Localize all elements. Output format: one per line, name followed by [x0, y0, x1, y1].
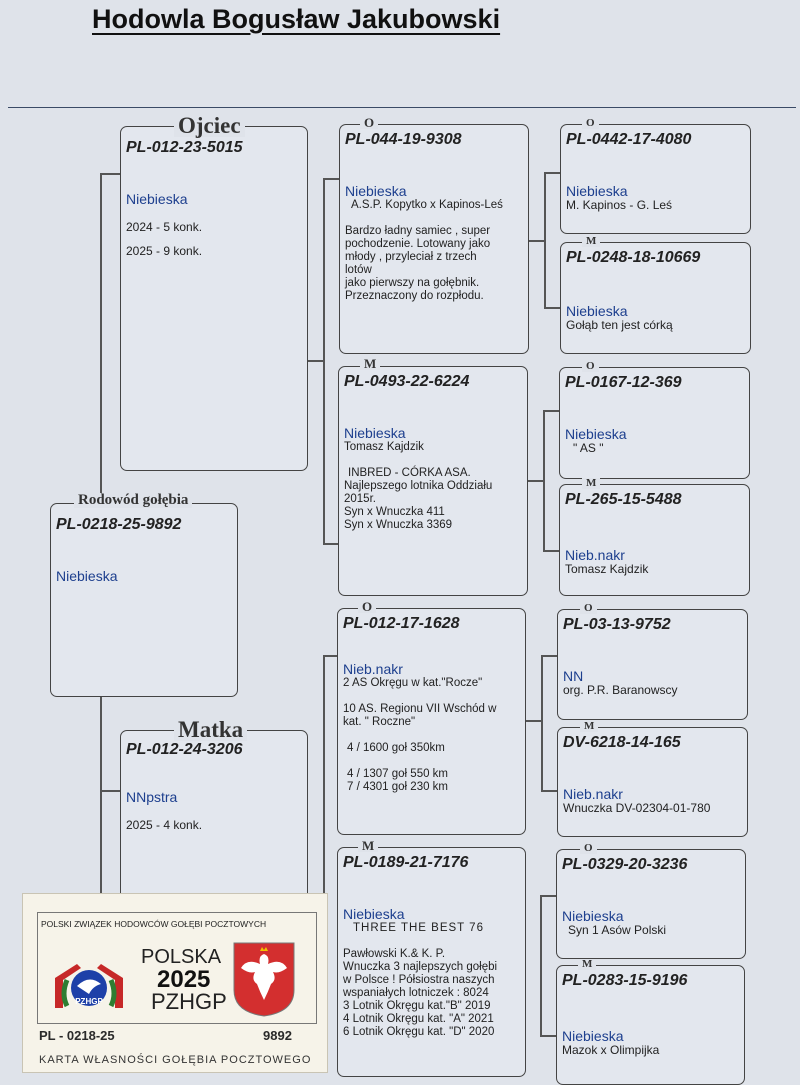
connector-line	[544, 307, 560, 309]
mmm-note: Mazok x Olimpijka	[562, 1043, 660, 1057]
ff-note: A.S.P. Kopytko x Kapinos-Leś	[351, 199, 503, 211]
card-number: 9892	[263, 1028, 292, 1043]
mother-box	[120, 730, 308, 920]
connector-line	[543, 410, 559, 412]
connector-line	[543, 410, 545, 550]
mf-note	[343, 755, 520, 768]
ff-box	[339, 124, 529, 354]
mm-note: 6 Lotnik Okręgu kat. "D" 2020	[343, 1026, 495, 1038]
ffm-tag: M	[582, 236, 600, 247]
fmf-color: Niebieska	[565, 426, 627, 442]
logo-text: PZHGP	[75, 997, 103, 1006]
mff-ring: PL-03-13-9752	[563, 616, 671, 633]
father-note: 2024 - 5 konk.	[126, 220, 203, 234]
mf-note	[343, 690, 520, 703]
connector-line	[544, 172, 546, 307]
fff-ring: PL-0442-17-4080	[566, 131, 692, 148]
mf-ring: PL-012-17-1628	[343, 615, 460, 632]
connector-line	[100, 173, 120, 175]
connector-line	[541, 790, 557, 792]
fm-box	[338, 366, 528, 596]
mm-note: wspaniałych lotniczek : 8024	[343, 987, 489, 999]
fmm-color: Nieb.nakr	[565, 547, 625, 563]
mfm-ring: DV-6218-14-165	[563, 734, 681, 751]
fm-ring: PL-0493-22-6224	[344, 373, 470, 390]
subject-box	[50, 503, 238, 697]
mm-note	[343, 935, 520, 948]
card-year: 2025	[157, 966, 211, 993]
connector-line	[543, 550, 559, 552]
mf-note	[343, 729, 520, 742]
connector-line	[540, 895, 542, 1035]
fm-tag: M	[360, 357, 380, 370]
ff-note: Bardzo ładny samiec , super	[345, 225, 491, 237]
father-ring: PL-012-23-5015	[126, 139, 243, 156]
mm-note: THREE THE BEST 76	[353, 922, 484, 934]
connector-line	[525, 720, 541, 722]
fmf-note: " AS "	[573, 441, 604, 455]
fm-note: 2015r.	[344, 493, 376, 505]
card-ring: PL - 0218-25	[39, 1028, 115, 1043]
connector-line	[100, 697, 102, 897]
page-title: Hodowla Bogusław Jakubowski	[92, 4, 501, 34]
mf-box	[337, 608, 526, 835]
ff-color: Niebieska	[345, 183, 407, 199]
mm-note: 3 Lotnik Okręgu kat."B" 2019	[343, 1000, 491, 1012]
mmm-tag: M	[578, 959, 596, 970]
ff-note: pochodzenie. Lotowany jako	[345, 238, 491, 250]
ff-note	[345, 212, 523, 225]
ff-note: Przeznaczony do rozpłodu.	[345, 290, 484, 302]
mff-note: org. P.R. Baranowscy	[563, 683, 678, 697]
ff-note: lotów	[345, 264, 372, 276]
ffm-note: Gołąb ten jest córką	[566, 318, 673, 332]
mfm-color: Nieb.nakr	[563, 786, 623, 802]
connector-line	[540, 895, 556, 897]
mmm-box	[556, 965, 745, 1085]
connector-line	[540, 1035, 556, 1037]
fff-color: Niebieska	[566, 183, 628, 199]
pzhgp-logo-icon	[49, 944, 129, 1016]
mm-note: w Polsce ! Półsiostra naszych	[343, 974, 495, 986]
subject-ring: PL-0218-25-9892	[56, 516, 182, 533]
father-box	[120, 126, 308, 471]
fm-note: INBRED - CÓRKA ASA.	[348, 467, 471, 479]
mf-color: Nieb.nakr	[343, 661, 403, 677]
fmm-tag: M	[582, 478, 600, 489]
mother-label: Matka	[174, 718, 247, 741]
mmm-color: Niebieska	[562, 1028, 624, 1044]
ff-tag: O	[360, 116, 378, 129]
fmm-box	[559, 484, 750, 596]
fmf-ring: PL-0167-12-369	[565, 374, 682, 391]
mmf-tag: O	[580, 843, 597, 854]
father-note: 2025 - 9 konk.	[126, 244, 203, 258]
mmf-color: Niebieska	[562, 908, 624, 924]
connector-line	[307, 360, 323, 362]
fmf-tag: O	[582, 361, 599, 372]
mm-ring: PL-0189-21-7176	[343, 854, 469, 871]
mff-box	[557, 609, 748, 720]
mfm-box	[557, 727, 748, 837]
connector-line	[541, 655, 557, 657]
connector-line	[544, 172, 560, 174]
mm-note: Wnuczka 3 najlepszych gołębi	[343, 961, 498, 973]
ffm-color: Niebieska	[566, 303, 628, 319]
mmf-box	[556, 849, 746, 959]
card-caption: KARTA WŁASNOŚCI GOŁĘBIA POCZTOWEGO	[39, 1054, 312, 1066]
ff-note: młody , przyleciał z trzech	[345, 251, 477, 263]
ownership-card	[22, 893, 328, 1073]
pedigree-label: Rodowód gołębia	[74, 493, 192, 508]
subject-color: Niebieska	[56, 568, 118, 584]
mf-note: 4 / 1600 goł 350km	[347, 742, 445, 754]
fmf-box	[559, 367, 750, 479]
mf-tag: O	[358, 600, 376, 613]
connector-line	[528, 240, 544, 242]
mf-note: 4 / 1307 goł 550 km	[347, 768, 449, 780]
fm-color: Niebieska	[344, 425, 406, 441]
mf-note: 10 AS. Regionu VII Wschód w	[343, 703, 497, 715]
mff-color: NN	[563, 668, 584, 684]
card-association: POLSKI ZWIĄZEK HODOWCÓW GOŁĘBI POCZTOWYCH	[41, 919, 267, 929]
card-org: PZHGP	[151, 989, 227, 1014]
mm-note: 4 Lotnik Okręgu kat. "A" 2021	[343, 1013, 494, 1025]
fff-box	[560, 124, 751, 234]
ffm-ring: PL-0248-18-10669	[566, 249, 701, 266]
connector-line	[100, 173, 102, 503]
fm-note: Syn x Wnuczka 3369	[344, 519, 453, 531]
mf-note: 7 / 4301 goł 230 km	[347, 781, 449, 793]
mfm-tag: M	[580, 721, 598, 732]
connector-line	[323, 178, 339, 180]
mother-ring: PL-012-24-3206	[126, 741, 243, 758]
fmm-ring: PL-265-15-5488	[565, 491, 682, 508]
mm-tag: M	[358, 839, 378, 852]
polish-eagle-emblem-icon	[231, 940, 297, 1018]
mm-color: Niebieska	[343, 906, 405, 922]
card-country: POLSKA	[141, 946, 222, 968]
mff-tag: O	[580, 603, 597, 614]
fm-note: Syn x Wnuczka 411	[344, 506, 445, 518]
fff-note: M. Kapinos - G. Leś	[566, 198, 673, 212]
connector-line	[100, 790, 120, 792]
mm-note: Pawłowski K.& K. P.	[343, 948, 446, 960]
mfm-note: Wnuczka DV-02304-01-780	[563, 801, 711, 815]
mf-note: 2 AS Okręgu w kat."Rocze"	[343, 677, 483, 689]
mmm-ring: PL-0283-15-9196	[562, 972, 688, 989]
header-divider	[8, 107, 796, 108]
mf-note: kat. " Roczne"	[343, 716, 416, 728]
fff-tag: O	[582, 118, 599, 129]
fmm-note: Tomasz Kajdzik	[565, 562, 649, 576]
connector-line	[541, 655, 543, 790]
mmf-note: Syn 1 Asów Polski	[568, 923, 667, 937]
mother-color: NNpstra	[126, 789, 178, 805]
mm-box	[337, 847, 526, 1077]
fm-note: Tomasz Kajdzik	[344, 441, 424, 453]
ff-note: jako pierwszy na gołębnik.	[345, 277, 480, 289]
father-label: Ojciec	[174, 114, 245, 137]
mother-note: 2025 - 4 konk.	[126, 818, 203, 832]
ffm-box	[560, 242, 751, 354]
ff-ring: PL-044-19-9308	[345, 131, 462, 148]
connector-line	[527, 480, 543, 482]
connector-line	[323, 178, 325, 543]
mmf-ring: PL-0329-20-3236	[562, 856, 688, 873]
fm-note: Najlepszego lotnika Oddziału	[344, 480, 493, 492]
father-color: Niebieska	[126, 191, 188, 207]
fm-note	[344, 454, 522, 467]
